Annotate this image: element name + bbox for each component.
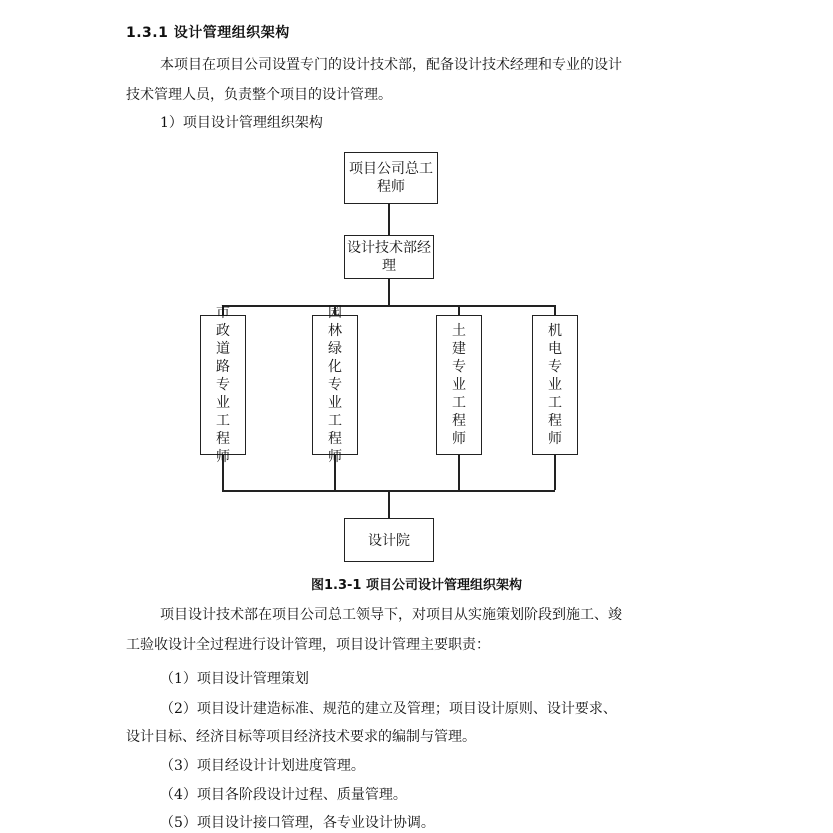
list-item: （1）项目设计管理策划 <box>160 671 309 687</box>
list-item: （5）项目设计接口管理，各专业设计协调。 <box>160 815 435 831</box>
connector-rise-3 <box>554 453 556 490</box>
engineer-label: 土建专业工程师 <box>452 323 466 447</box>
intro-line-2: 技术管理人员，负责整个项目的设计管理。 <box>126 87 392 103</box>
design-manager-label: 设计技术部经理 <box>347 240 431 274</box>
body-line-1: 项目设计技术部在项目公司总工领导下，对项目从实施策划阶段到施工、竣 <box>160 607 622 623</box>
body-paragraph <box>126 600 726 660</box>
design-institute-box <box>344 518 434 562</box>
list-item-continuation: 设计目标、经济目标等项目经济技术要求的编制与管理。 <box>126 729 476 745</box>
intro-line-1: 本项目在项目公司设置专门的设计技术部，配备设计技术经理和专业的设计 <box>160 57 622 73</box>
chief-engineer-box <box>344 152 438 204</box>
list-item: （2）项目设计建造标准、规范的建立及管理；项目设计原则、设计要求、 <box>160 701 617 717</box>
list-item: （3）项目经设计计划进度管理。 <box>160 758 365 774</box>
org-chart <box>180 140 600 570</box>
engineer-label: 机电专业工程师 <box>548 323 562 447</box>
design-manager-box <box>344 235 434 279</box>
engineer-box-municipal-road <box>200 305 246 465</box>
connector-rise-2 <box>458 453 460 490</box>
chief-engineer-label: 项目公司总工程师 <box>349 161 433 195</box>
connector-top-to-manager <box>388 202 390 235</box>
section-heading: 1.3.1 设计管理组织架构 <box>126 25 290 41</box>
engineer-box-landscaping <box>312 305 358 465</box>
engineer-label: 园林绿化专业工程师 <box>328 305 342 465</box>
connector-drop-2 <box>458 305 460 315</box>
design-institute-label: 设计院 <box>368 533 410 549</box>
connector-manager-down <box>388 277 390 305</box>
connector-top-bus <box>222 305 555 307</box>
engineer-box-civil <box>436 315 482 455</box>
list-item: （4）项目各阶段设计过程、质量管理。 <box>160 787 407 803</box>
connector-drop-3 <box>554 305 556 315</box>
engineer-label: 市政道路专业工程师 <box>216 305 230 465</box>
figure-caption: 图1.3-1 项目公司设计管理组织架构 <box>311 578 522 593</box>
connector-to-institute <box>388 490 390 518</box>
body-line-2: 工验收设计全过程进行设计管理，项目设计管理主要职责： <box>126 637 490 653</box>
engineer-box-mep <box>532 315 578 455</box>
sub-heading: 1）项目设计管理组织架构 <box>160 115 323 131</box>
intro-paragraph <box>126 50 726 110</box>
